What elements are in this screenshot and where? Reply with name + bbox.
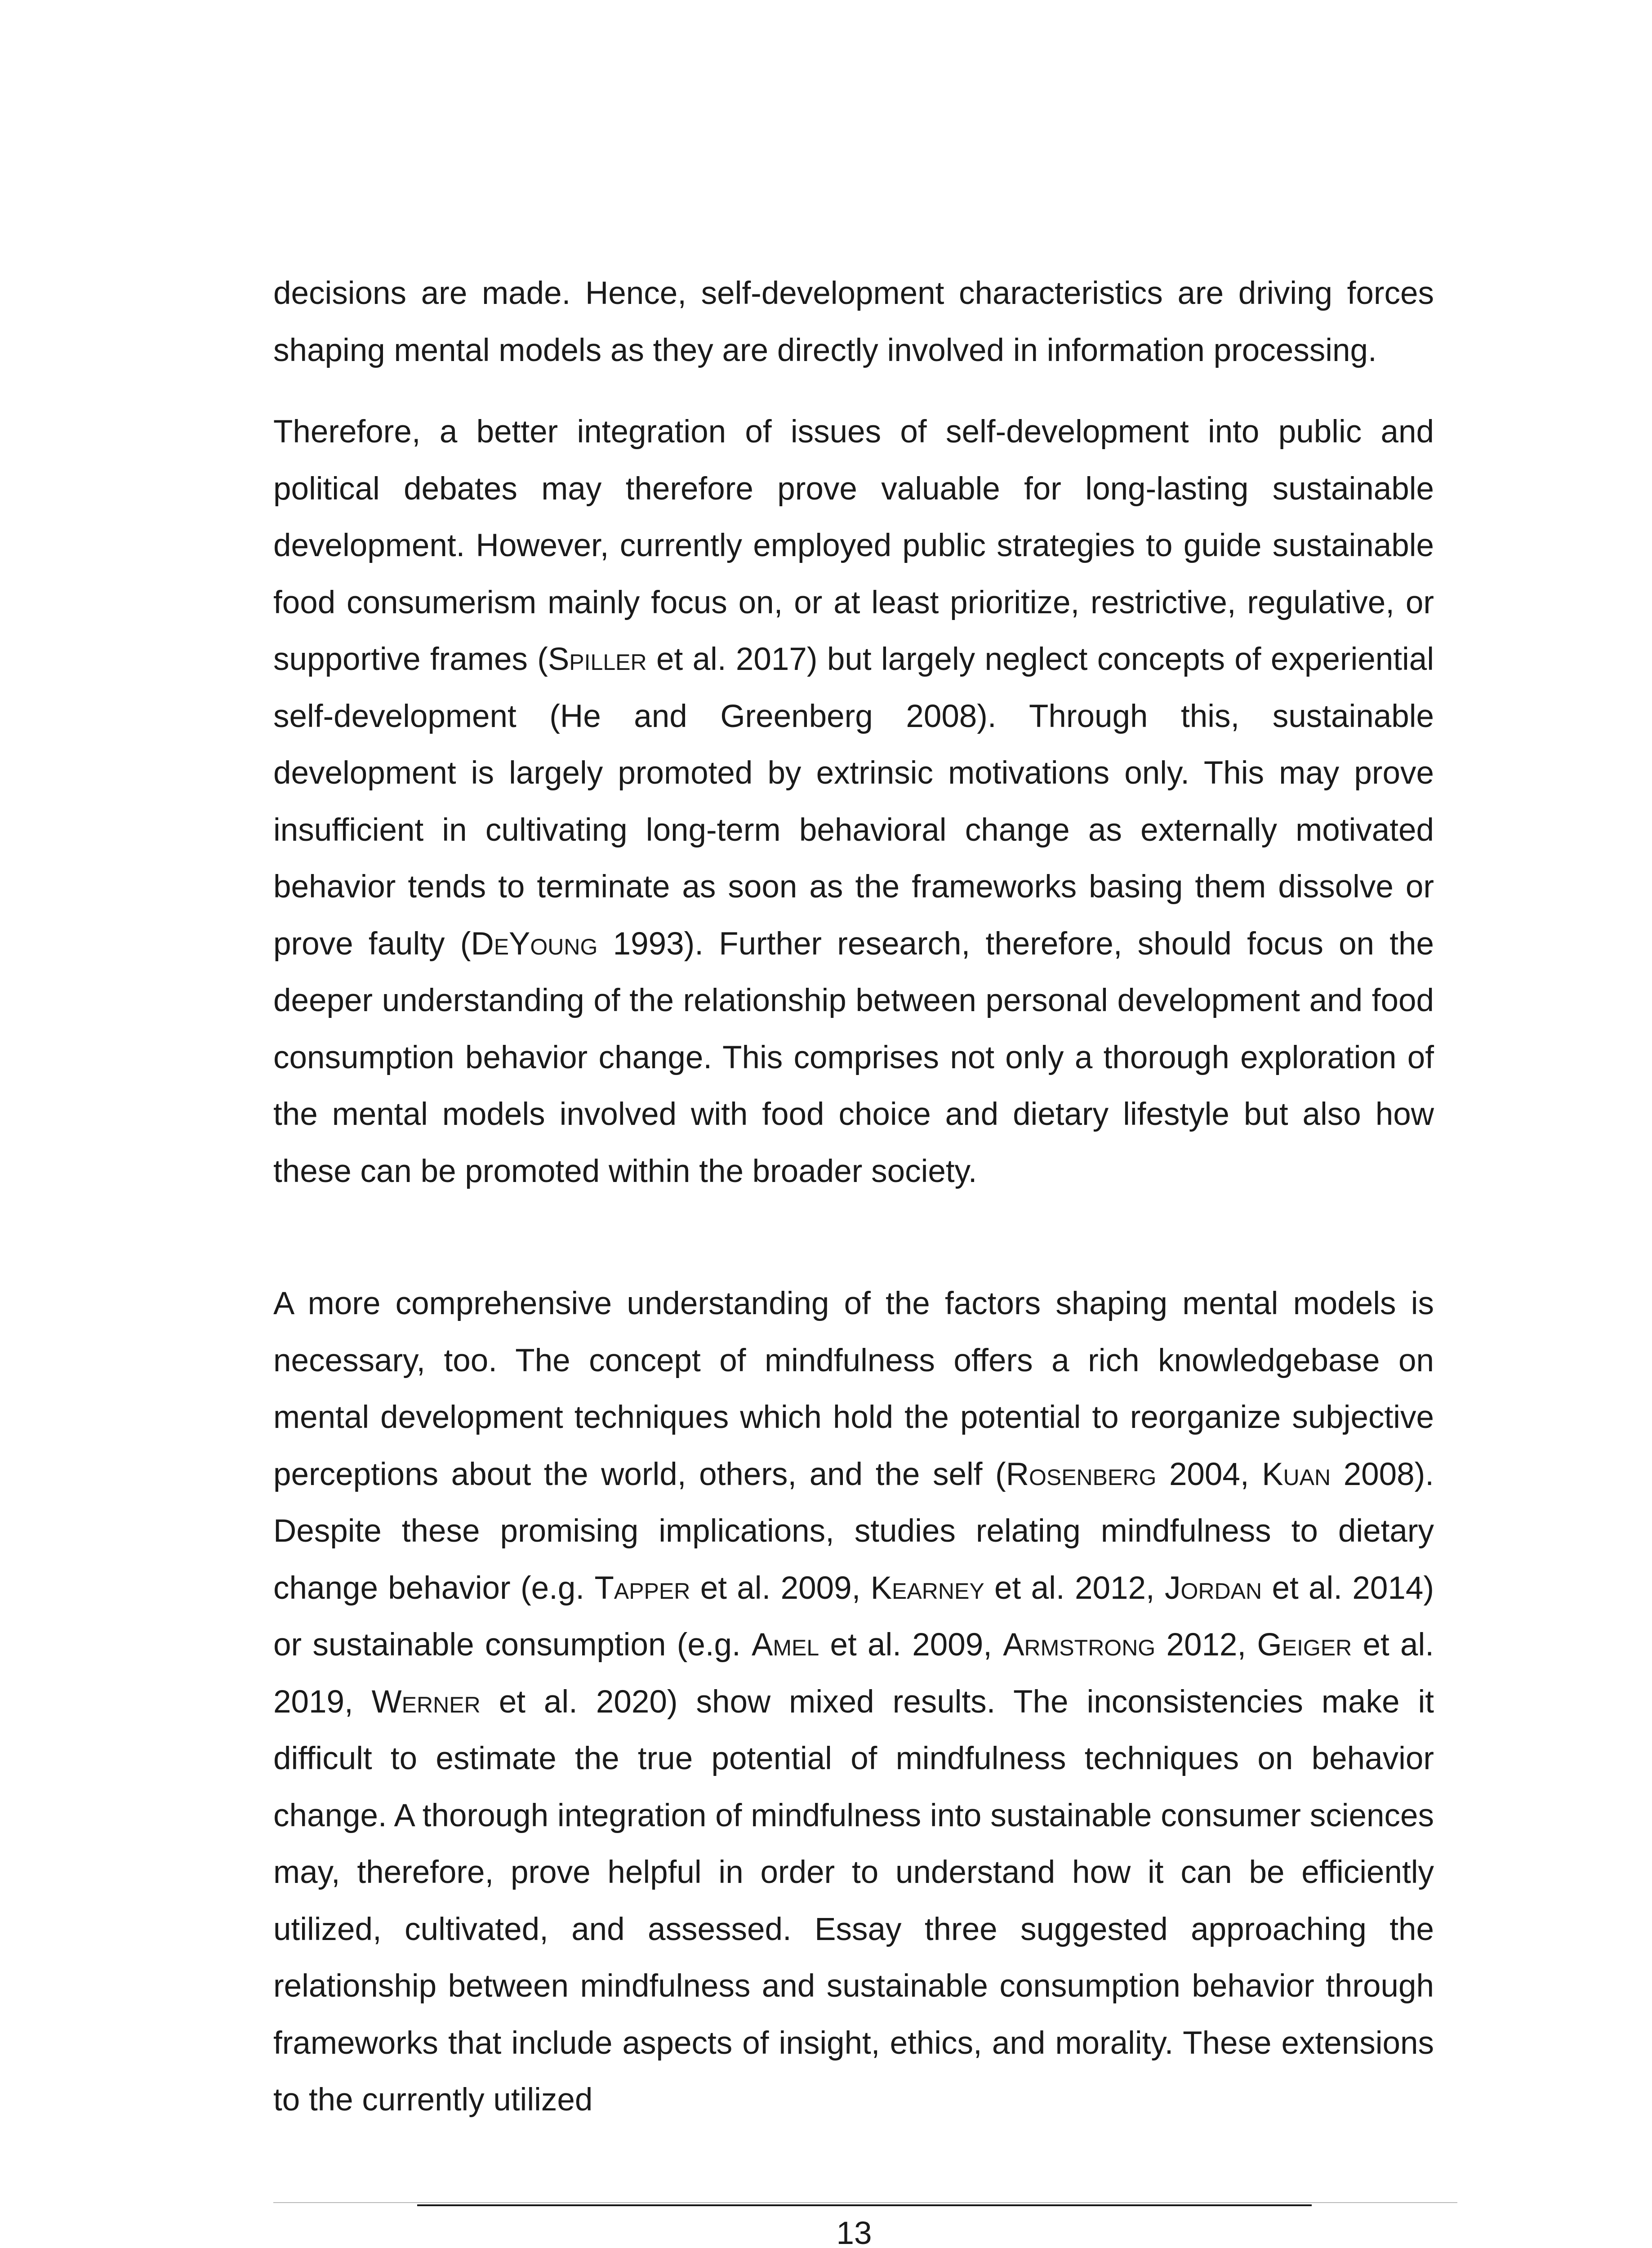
cited-author: Geiger bbox=[1257, 1627, 1352, 1663]
text-run: Therefore, a better integration of issues of self-development into public and political debates may therefore prove valuable for long-lasting sustainable development. However, currently employed public strategies to guide sustainable food consumerism mainly focus on, or at least prioritize, restrictive, regulative, or supportive frames ( bbox=[273, 414, 1434, 677]
text-run: A more comprehensive understanding of the factors shaping mental models is necessary, too. The concept of mindfulness offers a rich knowledgebase on mental development techniques which hold the potential to reorganize subjective perceptions about the world, others, and the self ( bbox=[273, 1286, 1434, 1492]
body-paragraph-1 bbox=[273, 265, 1434, 379]
text-run: 2008). Despite these promising implications, studies relating mindfulness to dietary change behavior (e.g. bbox=[273, 1456, 1434, 1606]
paragraph-text bbox=[273, 1276, 1434, 2129]
cited-author: Tapper bbox=[594, 1570, 690, 1606]
cited-author: Amel bbox=[752, 1627, 819, 1663]
cited-author: Werner bbox=[371, 1684, 481, 1720]
text-run: et al. 2009, bbox=[819, 1627, 1003, 1663]
text-run: et al. 2009, bbox=[690, 1570, 871, 1606]
text-run: 1993). Further research, therefore, should focus on the deeper understanding of the relationship between personal development and food consumption behavior change. This comprises not only a thorough exploration of the mental models involved with food choice and dietary lifestyle but also how these can be promoted within the broader society. bbox=[273, 926, 1434, 1189]
text-run: et al. 2012, bbox=[984, 1570, 1165, 1606]
cited-author: Jordan bbox=[1165, 1570, 1262, 1606]
body-paragraph-3 bbox=[273, 1276, 1434, 2129]
text-run: et al. 2014) or sustainable consumption (e.g. bbox=[273, 1570, 1434, 1663]
cited-author: Kuan bbox=[1262, 1456, 1331, 1492]
text-run: et al. 2020) show mixed results. The inconsistencies make it difficult to estimate the true potential of mindfulness techniques on behavior change. A thorough integration of mindfulness into sustainable consumer sciences may, therefore, prove helpful in order to understand how it can be efficiently utilized, cultivated, and assessed. Essay three suggested approaching the relationship between mindfulness and sustainable consumption behavior through frameworks that include aspects of insight, ethics, and morality. These extensions to the currently utilized bbox=[273, 1684, 1434, 2118]
text-run: 2012, bbox=[1155, 1627, 1257, 1663]
paragraph-text bbox=[273, 265, 1434, 379]
cited-author: DeYoung bbox=[471, 926, 598, 962]
text-run: et al. 2017) but largely neglect concepts of experiential self-development (He and Greenberg 2008). Through this, sustainable development is largely promoted by extrinsic motivations only. This may prove insufficient in cultivating long-term behavioral change as externally motivated behavior tends to terminate as soon as the frameworks basing them dissolve or prove faulty ( bbox=[273, 642, 1434, 962]
cited-author: Kearney bbox=[870, 1570, 984, 1606]
page-number: 13 bbox=[836, 2216, 872, 2248]
cited-author: Spiller bbox=[548, 642, 647, 677]
text-run: 2004, bbox=[1156, 1456, 1262, 1492]
text-run: et al. 2019, bbox=[273, 1627, 1434, 1720]
body-paragraph-2 bbox=[273, 404, 1434, 1200]
cited-author: Rosenberg bbox=[1006, 1456, 1157, 1492]
cited-author: Armstrong bbox=[1003, 1627, 1156, 1663]
text-run: decisions are made. Hence, self-development characteristics are driving forces shaping mental models as they are directly involved in information processing. bbox=[273, 276, 1434, 368]
paragraph-text bbox=[273, 404, 1434, 1200]
